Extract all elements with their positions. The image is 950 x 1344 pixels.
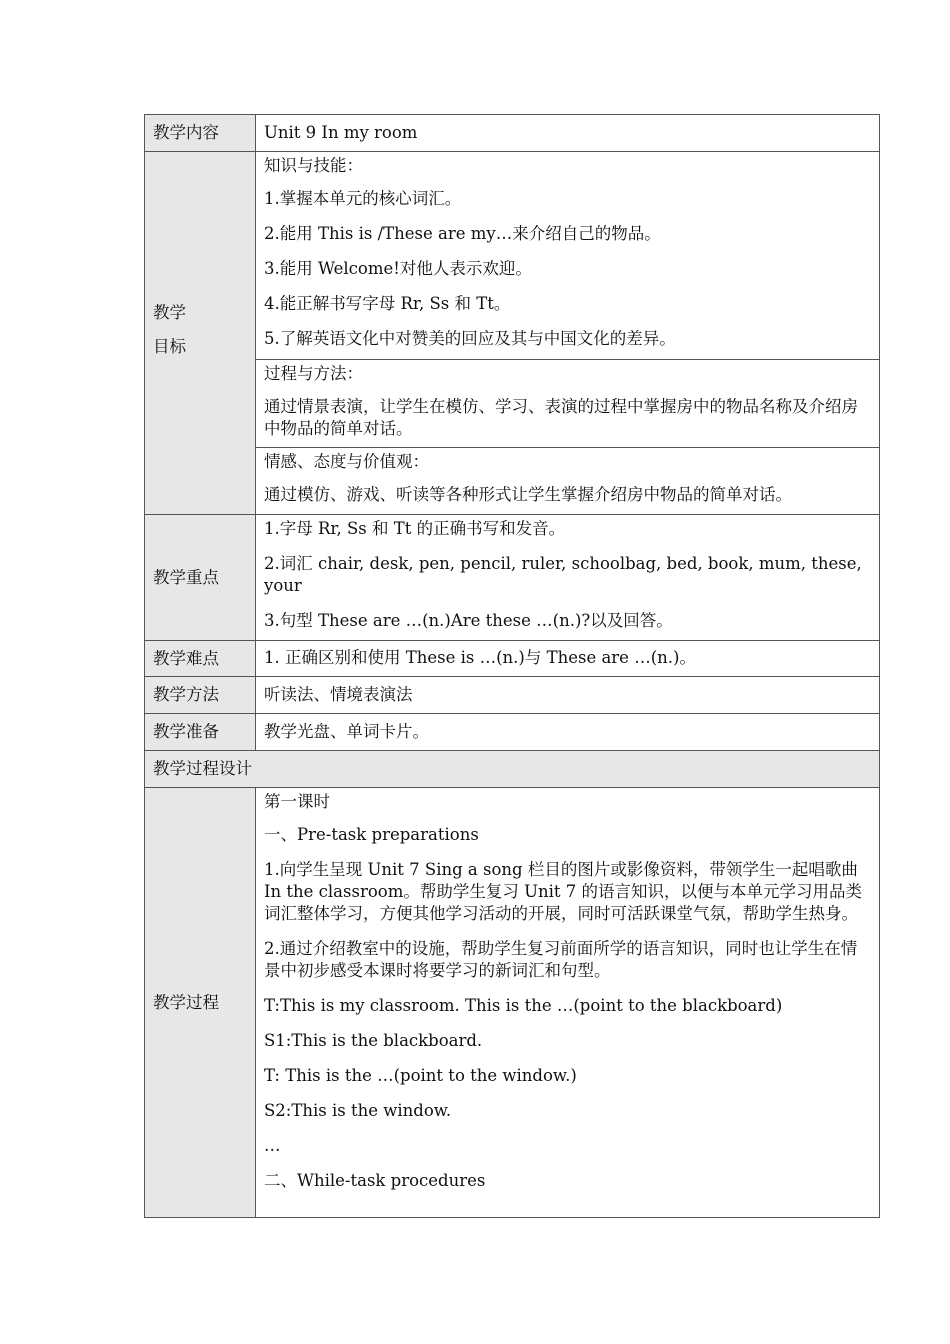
objectives-label bbox=[145, 152, 256, 515]
knowledge-item: 3.能用 Welcome!对他人表示欢迎。 bbox=[264, 259, 532, 278]
key-point-item: 3.句型 These are …(n.)Are these …(n.)?以及回答。 bbox=[264, 611, 673, 630]
dialogue-line: S2:This is the window. bbox=[264, 1101, 452, 1120]
knowledge-item: 2.能用 This is /These are my…来介绍自己的物品。 bbox=[264, 224, 661, 243]
objectives-label-line1: 教学 bbox=[153, 303, 186, 322]
difficulties-row bbox=[145, 641, 880, 677]
difficulties-value: 1. 正确区别和使用 These is …(n.)与 These are …(n.)。 bbox=[256, 641, 880, 677]
process-paragraph: 2.通过介绍教室中的设施，帮助学生复习前面所学的语言知识，同时也让学生在情景中初步感受本课时将要学习的新词汇和句型。 bbox=[264, 939, 858, 980]
lesson-title: 第一课时 bbox=[264, 792, 330, 811]
dialogue-line: T:This is my classroom. This is the …(point to the blackboard) bbox=[264, 996, 783, 1015]
design-row bbox=[145, 751, 880, 788]
objectives-label-line2: 目标 bbox=[153, 337, 186, 356]
key-points-label: 教学重点 bbox=[145, 515, 256, 641]
dialogue-line: S1:This is the blackboard. bbox=[264, 1031, 483, 1050]
knowledge-item: 4.能正解书写字母 Rr, Ss 和 Tt。 bbox=[264, 294, 511, 313]
process-cell bbox=[256, 788, 880, 1218]
key-point-item: 2.词汇 chair, desk, pen, pencil, ruler, schoolbag, bed, book, mum, these, your bbox=[264, 554, 862, 595]
emotion-heading: 情感、态度与价值观： bbox=[264, 452, 429, 471]
preparation-label: 教学准备 bbox=[145, 714, 256, 751]
knowledge-item: 5.了解英语文化中对赞美的回应及其与中国文化的差异。 bbox=[264, 329, 676, 348]
process-paragraph: 1.向学生呈现 Unit 7 Sing a song 栏目的图片或影像资料，带领学生一起唱歌曲 In the classroom。帮助学生复习 Unit 7 的语言知识，以便与本单元学习用品类词汇整体学习，方便其他学习活动的开展，同时可活跃课堂气氛，帮助学生热身。 bbox=[264, 860, 863, 923]
difficulties-label: 教学难点 bbox=[145, 641, 256, 677]
methods-row bbox=[145, 677, 880, 714]
key-point-item: 1.字母 Rr, Ss 和 Tt 的正确书写和发音。 bbox=[264, 519, 566, 538]
methods-value: 听读法、情境表演法 bbox=[256, 677, 880, 714]
knowledge-item: 1.掌握本单元的核心词汇。 bbox=[264, 189, 462, 208]
process-label: 教学过程 bbox=[145, 788, 256, 1218]
process-row bbox=[145, 788, 880, 1218]
lesson-plan-table bbox=[144, 114, 880, 1218]
objectives-knowledge-row bbox=[145, 152, 880, 360]
emotion-text: 通过模仿、游戏、听读等各种形式让学生掌握介绍房中物品的简单对话。 bbox=[264, 485, 792, 504]
dialogue-line: T: This is the …(point to the window.) bbox=[264, 1066, 577, 1085]
content-value: Unit 9 In my room bbox=[256, 115, 880, 152]
design-title: 教学过程设计 bbox=[145, 751, 880, 788]
lesson-plan-page bbox=[144, 114, 880, 1218]
objectives-process-row bbox=[145, 360, 880, 448]
knowledge-heading: 知识与技能： bbox=[264, 156, 363, 175]
preparation-value: 教学光盘、单词卡片。 bbox=[256, 714, 880, 751]
process-method-heading: 过程与方法： bbox=[264, 364, 363, 383]
knowledge-skills-cell bbox=[256, 152, 880, 360]
content-label: 教学内容 bbox=[145, 115, 256, 152]
methods-label: 教学方法 bbox=[145, 677, 256, 714]
preparation-row bbox=[145, 714, 880, 751]
ellipsis: … bbox=[264, 1136, 281, 1155]
process-method-text: 通过情景表演，让学生在模仿、学习、表演的过程中掌握房中的物品名称及介绍房中物品的简单对话。 bbox=[264, 397, 858, 438]
content-row bbox=[145, 115, 880, 152]
objectives-emotion-row bbox=[145, 448, 880, 515]
section-heading: 二、While-task procedures bbox=[264, 1171, 486, 1190]
emotion-cell bbox=[256, 448, 880, 515]
key-points-row bbox=[145, 515, 880, 641]
section-heading: 一、Pre-task preparations bbox=[264, 825, 479, 844]
process-method-cell bbox=[256, 360, 880, 448]
key-points-cell bbox=[256, 515, 880, 641]
